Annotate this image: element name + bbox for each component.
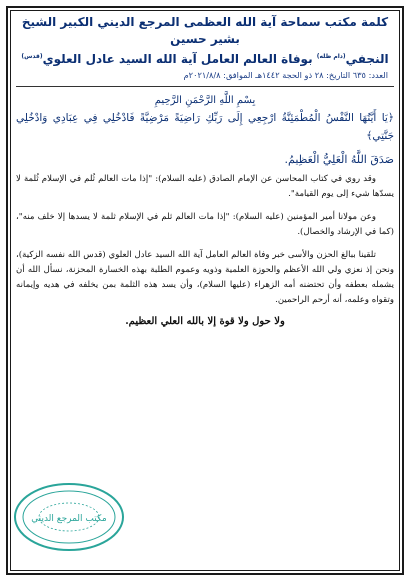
title-honorific-2: (قدس) — [21, 53, 43, 60]
title-honorific-1: (دام ظله) — [316, 53, 346, 60]
title-name: النجفي — [345, 52, 389, 66]
paragraph-1: وقد روي في كتاب المحاسن عن الإمام الصادق (عليه السلام): "إذا مات العالم ثُلم في الإسلام ثُلمة لا يسدّها شيء إلى يوم القيامة". — [16, 174, 394, 199]
sadaq-line: صَدَقَ اللَّهُ الْعَلِيُّ الْعَظِيمُ. — [284, 153, 394, 166]
document-reference: العدد: ٦٣٥ التاريخ: ٢٨ ذو الحجة ١٤٤٢هـ الموافق: ٢٠٢١/٨/٨م — [183, 70, 388, 80]
paragraph-2: وعن مولانا أمير المؤمنين (عليه السلام): "إذا مات العالم ثلم في الإسلام ثلمة لا يسدها إلا خلف منه"، (كما في الإرشاد والخصال). — [16, 212, 394, 237]
office-stamp — [10, 480, 128, 554]
closing-line: ولا حول ولا قوة إلا بالله العلي العظيم. — [125, 316, 285, 327]
basmala: بِسْمِ اللَّهِ الرَّحْمَنِ الرَّحِيمِ — [154, 95, 256, 106]
title-line-1: كلمة مكتب سماحة آية الله العظمى المرجع الديني الكبير الشيخ بشير حسين — [21, 15, 389, 46]
title-line-2 — [16, 48, 394, 68]
paragraph-3: تلقينا ببالغ الحزن والأسى خبر وفاة العالم العامل آية الله السيد عادل العلوي (قدس الله نفسه الزكية)، ونحن إذ نعزي ولي الله الأعظم والحوزة العلمية وذويه وعموم الطلبة بهذه الخسارة المحزنة، نسأل الله أن يشمله بعطفه وأن تحتضنه أمه الزهراء (عليها السلام)، وأن يسد هذه الثلمة بمن يخلفه في هديه وإيمانه وتقواه وعلمه، أنه أرحم الراحمين. — [16, 250, 394, 305]
document-title — [16, 14, 394, 68]
title-subject: بوفاة العالم العامل آية الله السيد عادل العلوي — [42, 52, 313, 66]
stamp-text: مكتب المرجع الديني — [31, 514, 107, 524]
quran-verse: ﴿يَا أَيَّتُهَا النَّفْسُ الْمُطْمَئِنَّةُ ارْجِعِي إِلَى رَبِّكِ رَاضِيَةً مَرْضِيَّةً فَادْخُلِي فِي عِبَادِي وَادْخُلِي جَنَّتِي﴾ — [16, 112, 394, 142]
header-divider — [16, 86, 394, 87]
